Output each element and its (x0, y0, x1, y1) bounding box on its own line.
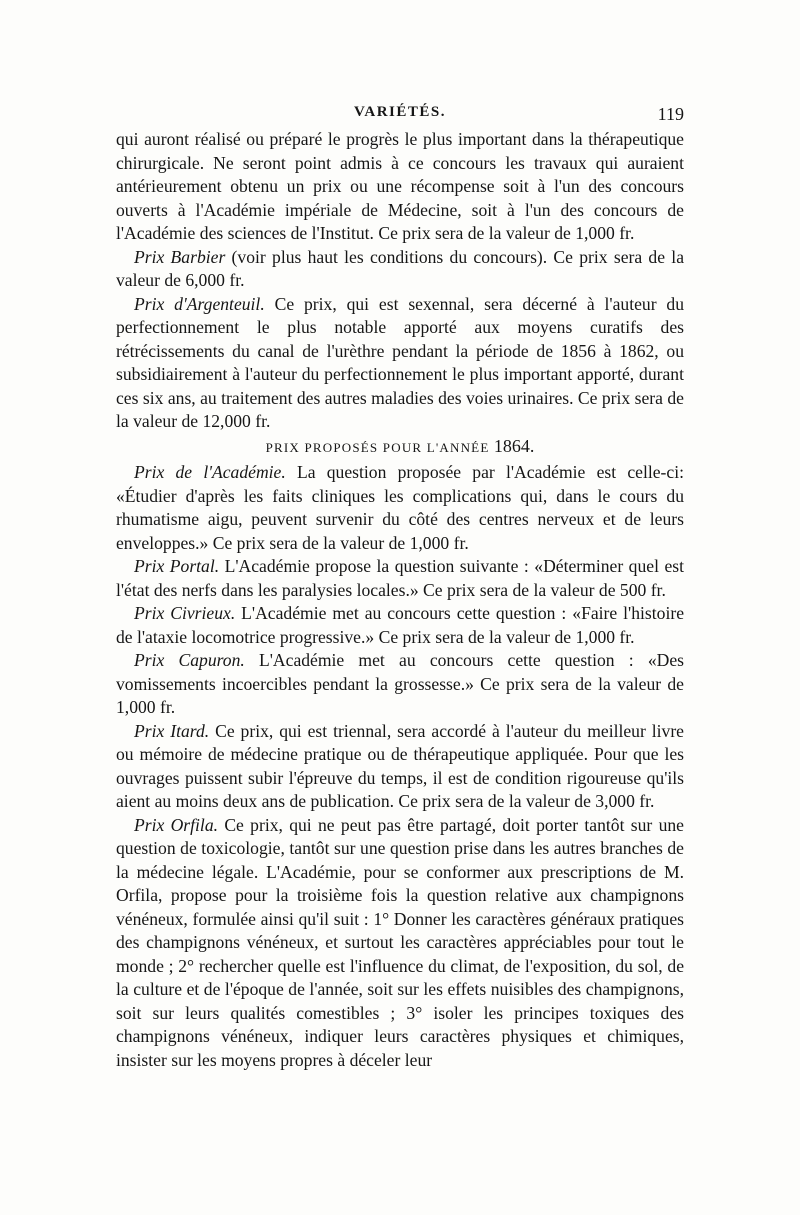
paragraph-therapeutique-continuation (116, 128, 684, 246)
paragraph-prix-orfila (116, 814, 684, 1073)
paragraph-text: (voir plus haut les conditions du concours). Ce prix sera de la valeur de 6,000 fr. (116, 246, 685, 290)
section-heading-label: PRIX PROPOSÉS POUR L'ANNÉE (265, 439, 490, 455)
paragraph-text: La question proposée par l'Académie est celle-ci: «Étudier d'après les faits cliniques les complications qui, dans le cours du rhumatisme aigu, peuvent survenir du côté des centres nerveux et de leurs enveloppes.» Ce prix sera de la valeur de 1,000 fr. (116, 462, 684, 553)
paragraph-prix-argenteuil (116, 293, 684, 434)
paragraph-text: qui auront réalisé ou préparé le progrès le plus important dans la thérapeutique chirurgicale. Ne seront point admis à ce concours les travaux qui auraient antérieurement obtenu un prix ou une récompense soit à l'un des concours ouverts à l'Académie impériale de Médecine, soit à l'un des concours de l'Académie des sciences de l'Institut. Ce prix sera de la valeur de 1,000 fr. (116, 129, 684, 243)
prize-name: Prix d'Argenteuil. (134, 293, 265, 314)
paragraph-text: L'Académie propose la question suivante : «Déterminer quel est l'état des nerfs dans les paralysies locales.» Ce prix sera de la valeur de 500 fr. (116, 556, 684, 600)
running-title: VARIÉTÉS. (353, 104, 446, 120)
prize-name: Prix Barbier (134, 246, 226, 267)
paragraph-prix-capuron (116, 649, 684, 720)
paragraph-prix-portal (116, 555, 684, 602)
prize-name: Prix Orfila. (134, 814, 219, 835)
paragraph-text: L'Académie met au concours cette question : «Faire l'histoire de l'ataxie locomotrice progressive.» Ce prix sera de la valeur de 1,000 fr. (116, 603, 684, 647)
prize-name: Prix Portal. (134, 556, 220, 576)
page-body (116, 128, 684, 1072)
paragraph-prix-civrieux (116, 602, 684, 649)
page-number: 119 (657, 104, 684, 124)
prize-name: Prix Capuron. (134, 650, 245, 670)
page-header (116, 104, 684, 128)
prize-name: Prix Civrieux. (134, 603, 236, 623)
paragraph-prix-itard (116, 720, 684, 814)
paragraph-prix-barbier (116, 246, 684, 293)
paragraph-text: Ce prix, qui est triennal, sera accordé à l'auteur du meilleur livre ou mémoire de médecine pratique ou de thérapeutique appliquée. Pour que les ouvrages puissent subir l'épreuve du temps, il est de condition rigoureuse qu'ils aient au moins deux ans de publication. Ce prix sera de la valeur de 3,000 fr. (116, 720, 684, 811)
paragraph-text: Ce prix, qui ne peut pas être partagé, doit porter tantôt sur une question de toxicologie, tantôt sur une question prise dans les autres branches de la médecine légale. L'Académie, pour se conformer aux prescriptions de M. Orfila, propose pour la troisième fois la question relative aux champignons vénéneux, formulée ainsi qu'il suit : 1° Donner les caractères généraux pratiques des champignons vénéneux, et surtout les caractères appréciables pour tout le monde ; 2° rechercher quelle est l'influence du climat, de l'exposition, du sol, de la culture et de l'époque de l'année, soit sur les effets nuisibles des champignons, soit sur leurs qualités comestibles ; 3° isoler les principes toxiques des champignons vénéneux, indiquer leurs caractères physiques et chimiques, insister sur les moyens propres à déceler leur (116, 814, 684, 1070)
paragraph-text: Ce prix, qui est sexennal, sera décerné à l'auteur du perfectionnement le plus notable apporté aux moyens curatifs des rétrécissements du canal de l'urèthre pendant la période de 1856 à 1862, ou subsidiairement à l'auteur du perfectionnement le plus important apporté, durant ces six ans, au traitement des autres maladies des voies urinaires. Ce prix sera de la valeur de 12,000 fr. (116, 293, 684, 431)
section-heading (116, 435, 684, 460)
paragraph-prix-academie (116, 461, 684, 555)
prize-name: Prix Itard. (134, 720, 210, 741)
prize-name: Prix de l'Académie. (134, 462, 286, 482)
paragraph-text: L'Académie met au concours cette question : «Des vomissements incoercibles pendant la grossesse.» Ce prix sera de la valeur de 1,000 fr. (116, 650, 684, 717)
section-heading-year: 1864. (493, 435, 535, 456)
